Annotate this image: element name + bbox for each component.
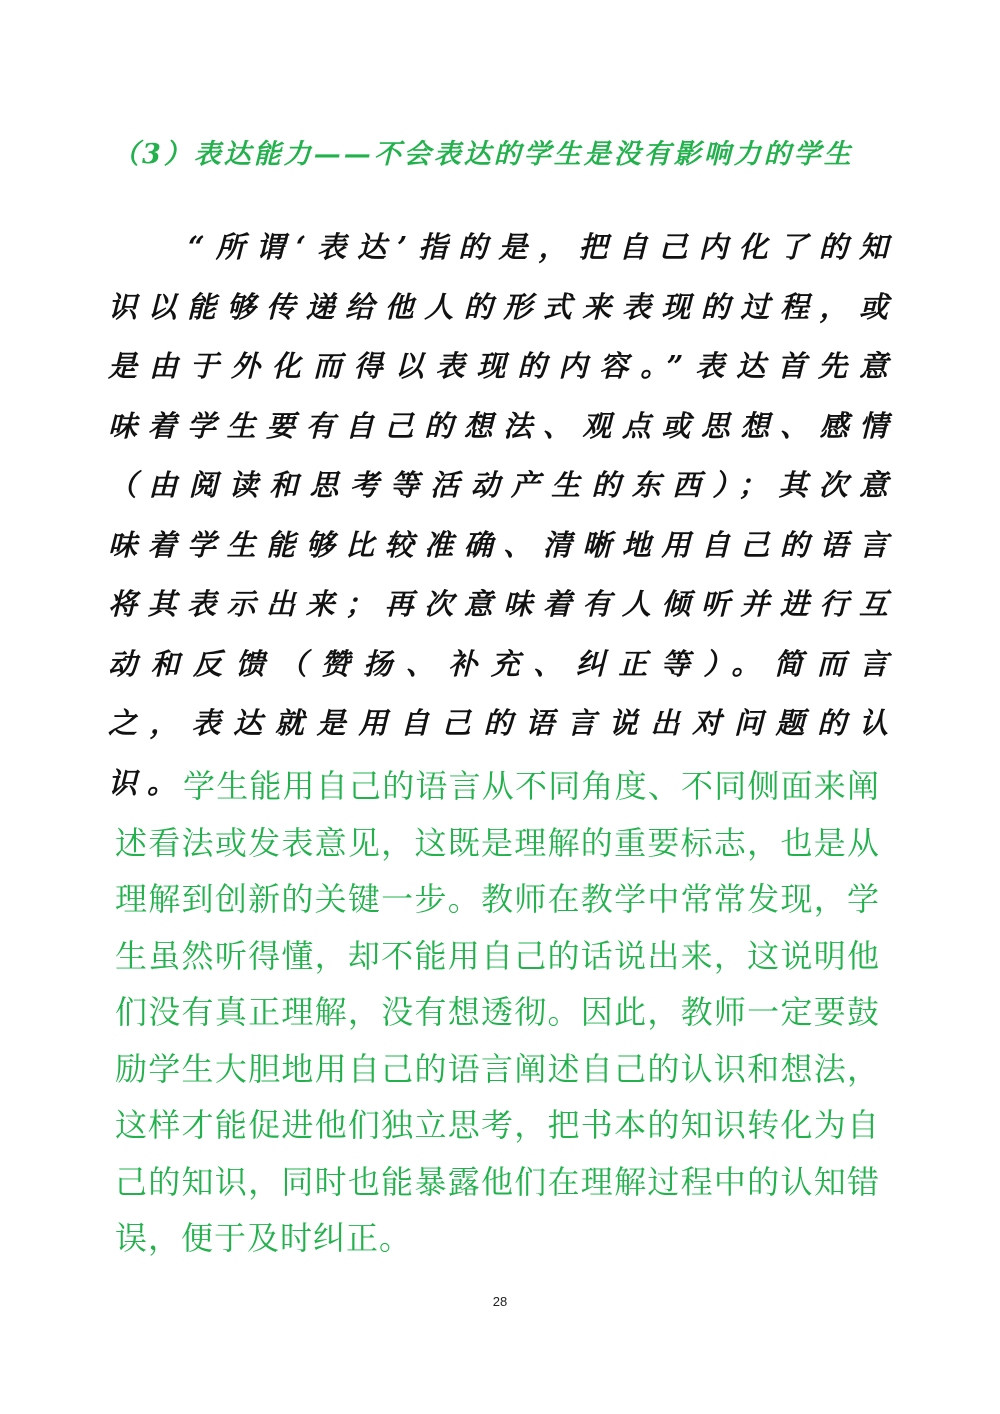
- section-heading: （3）表达能力——不会表达的学生是没有影响力的学生: [112, 139, 854, 170]
- body-paragraph: 学生能用自己的语言从不同角度、不同侧面来阐述看法或发表意见，这既是理解的重要标志，也是从理解到创新的关键一步。教师在教学中常常发现，学生虽然听得懂，却不能用自己的话说出来，这说明他们没有真正理解，没有想透彻。因此，教师一定要鼓励学生大胆地用自己的语言阐述自己的认识和想法，这样才能促进他们独立思考，把书本的知识转化为自己的知识，同时也能暴露他们在理解过程中的认知错误，便于及时纠正。: [115, 767, 880, 1257]
- quote-paragraph: “所谓‘表达’指的是，把自己内化了的知识以能够传递给他人的形式来表现的过程，或是由于外化而得以表现的内容。”表达首先意味着学生要有自己的想法、观点或思想、感情（由阅读和思考等活动产生的东西）；其次意味着学生能够比较准确、清晰地用自己的语言将其表示出来；再次意味着有人倾听并进行互动和反馈（赞扬、补充、纠正等）。简而言之，表达就是用自己的语言说出对问题的认识。: [108, 230, 898, 800]
- page-number: 28: [492, 1294, 508, 1309]
